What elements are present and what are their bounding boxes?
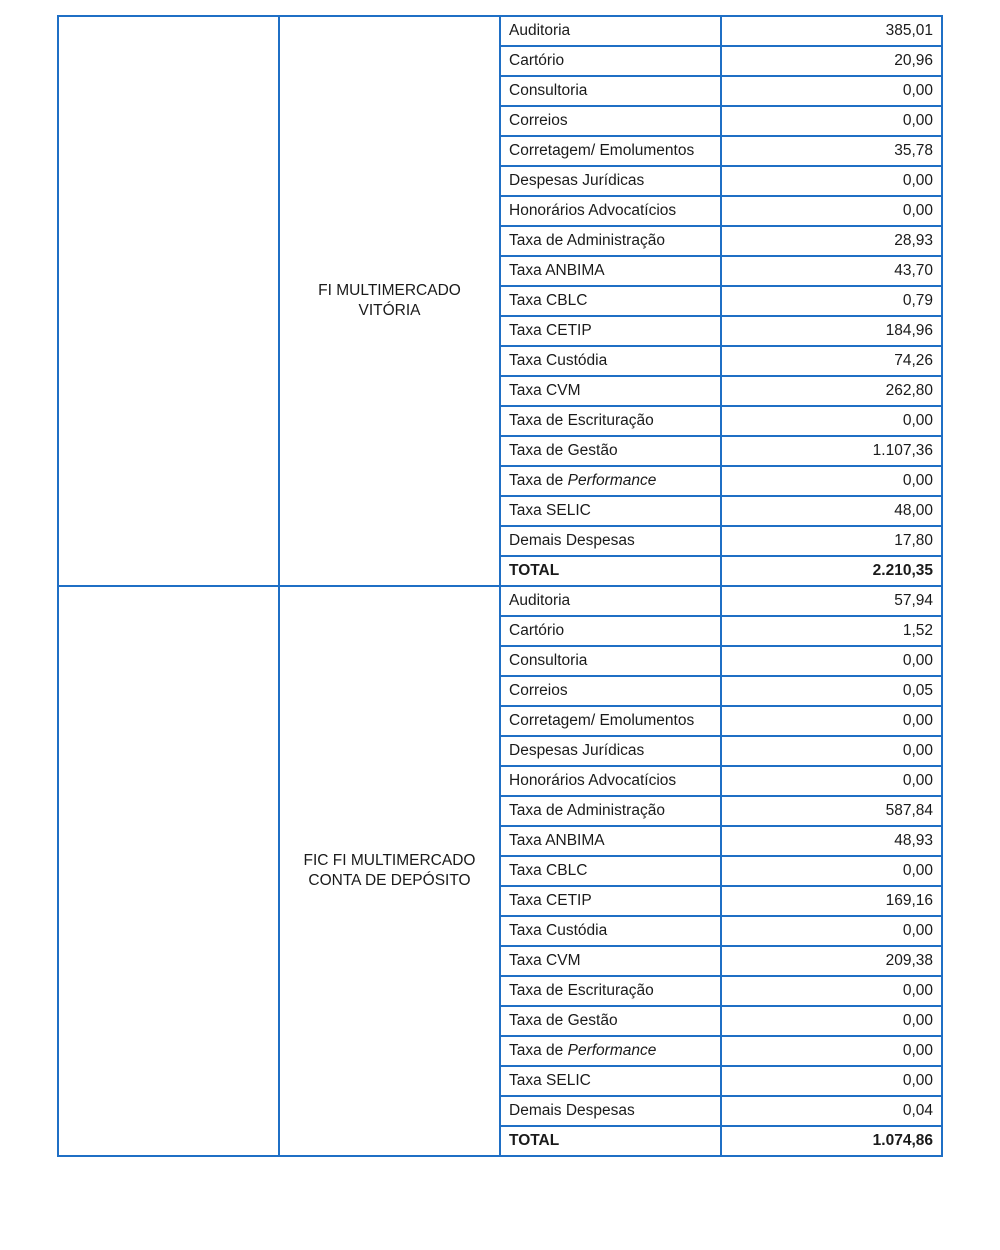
total-value-cell: 1.074,86 (721, 1126, 942, 1156)
expense-value-cell: 0,79 (721, 286, 942, 316)
expense-label-cell (500, 856, 721, 886)
expense-value-cell: 0,00 (721, 1006, 942, 1036)
expense-value-cell: 0,00 (721, 406, 942, 436)
expense-label-cell (500, 256, 721, 286)
expense-label-cell (500, 1066, 721, 1096)
expense-label: Taxa CETIP (509, 892, 592, 909)
expense-label-cell (500, 436, 721, 466)
expense-label: Corretagem/ Emolumentos (509, 142, 695, 159)
expense-label-cell (500, 406, 721, 436)
expense-label: Taxa Custódia (509, 352, 608, 369)
expense-label-cell (500, 736, 721, 766)
expense-label-cell (500, 106, 721, 136)
expense-label: Consultoria (509, 82, 588, 99)
expense-label: Cartório (509, 52, 565, 69)
expense-value-cell: 0,00 (721, 106, 942, 136)
expense-value-cell: 262,80 (721, 376, 942, 406)
expense-value-cell: 57,94 (721, 586, 942, 616)
fund-name-cell: FIC FI MULTIMERCADO CONTA DE DEPÓSITO (279, 586, 500, 1156)
expense-value-cell: 184,96 (721, 316, 942, 346)
expense-value-cell: 20,96 (721, 46, 942, 76)
expense-label-cell (500, 526, 721, 556)
expense-label-cell (500, 166, 721, 196)
expense-value-cell: 0,00 (721, 736, 942, 766)
total-value-cell: 2.210,35 (721, 556, 942, 586)
expense-label-italic: Performance (567, 472, 657, 489)
expense-label: Corretagem/ Emolumentos (509, 712, 695, 729)
expense-label: Taxa CETIP (509, 322, 592, 339)
expense-label: Demais Despesas (509, 1102, 635, 1119)
expense-label-cell (500, 586, 721, 616)
table-row (58, 586, 942, 616)
expense-label-cell (500, 496, 721, 526)
expense-value-cell: 0,00 (721, 706, 942, 736)
expense-label: Taxa de Gestão (509, 442, 618, 459)
expense-value-cell: 385,01 (721, 16, 942, 46)
expense-label-cell (500, 196, 721, 226)
expense-label-cell (500, 76, 721, 106)
expense-value-cell: 0,00 (721, 76, 942, 106)
expense-label: Despesas Jurídicas (509, 742, 645, 759)
expense-value-cell: 0,00 (721, 166, 942, 196)
expense-value-cell: 0,00 (721, 916, 942, 946)
expense-value-cell: 169,16 (721, 886, 942, 916)
expense-value-cell: 0,00 (721, 856, 942, 886)
table-row (58, 16, 942, 46)
expense-label: Auditoria (509, 592, 571, 609)
expense-label: Taxa SELIC (509, 502, 591, 519)
expense-label-cell (500, 466, 721, 496)
expense-value-cell: 1.107,36 (721, 436, 942, 466)
expense-label-cell (500, 136, 721, 166)
fund-expenses-table-body (58, 16, 942, 1156)
expense-label: Taxa ANBIMA (509, 262, 605, 279)
expense-value-cell: 43,70 (721, 256, 942, 286)
expense-label: Taxa Custódia (509, 922, 608, 939)
empty-cell (58, 16, 279, 586)
expense-label-cell (500, 1096, 721, 1126)
expense-label: Honorários Advocatícios (509, 202, 677, 219)
expense-value-cell: 0,00 (721, 1036, 942, 1066)
expense-label: Taxa CBLC (509, 862, 588, 879)
total-label-cell: TOTAL (500, 1126, 721, 1156)
expense-label: Taxa de Gestão (509, 1012, 618, 1029)
expense-label-cell (500, 946, 721, 976)
expense-value-cell: 209,38 (721, 946, 942, 976)
expense-label-cell (500, 376, 721, 406)
expense-value-cell: 17,80 (721, 526, 942, 556)
expense-label-cell (500, 646, 721, 676)
expense-label: Correios (509, 112, 568, 129)
expense-value-cell: 0,00 (721, 466, 942, 496)
expense-label: Correios (509, 682, 568, 699)
expense-value-cell: 0,05 (721, 676, 942, 706)
expense-value-cell: 0,04 (721, 1096, 942, 1126)
empty-cell (58, 586, 279, 1156)
fund-expenses-table (57, 15, 943, 1157)
expense-value-cell: 0,00 (721, 646, 942, 676)
expense-label: Taxa de Escrituração (509, 982, 654, 999)
fund-name-cell: FI MULTIMERCADO VITÓRIA (279, 16, 500, 586)
expense-label-cell (500, 1006, 721, 1036)
expense-label-cell (500, 796, 721, 826)
expense-label: Taxa CVM (509, 382, 581, 399)
expense-label-cell (500, 316, 721, 346)
expense-value-cell: 28,93 (721, 226, 942, 256)
expense-value-cell: 0,00 (721, 766, 942, 796)
expense-value-cell: 48,93 (721, 826, 942, 856)
expense-label: Honorários Advocatícios (509, 772, 677, 789)
expense-value-cell: 35,78 (721, 136, 942, 166)
expense-label-cell (500, 346, 721, 376)
expense-value-cell: 1,52 (721, 616, 942, 646)
expense-label-italic: Performance (567, 1042, 657, 1059)
expense-label: Taxa de Escrituração (509, 412, 654, 429)
expense-value-cell: 587,84 (721, 796, 942, 826)
expense-label-cell (500, 766, 721, 796)
expense-label-cell (500, 226, 721, 256)
expense-label-cell (500, 16, 721, 46)
expense-label: Taxa ANBIMA (509, 832, 605, 849)
expense-label-cell (500, 976, 721, 1006)
expense-label: Taxa de Administração (509, 802, 665, 819)
expense-value-cell: 0,00 (721, 196, 942, 226)
total-label-cell: TOTAL (500, 556, 721, 586)
expense-label: Taxa de (509, 472, 568, 489)
expense-label: Auditoria (509, 22, 571, 39)
expense-label: Demais Despesas (509, 532, 635, 549)
expense-value-cell: 0,00 (721, 1066, 942, 1096)
expense-label: Taxa CVM (509, 952, 581, 969)
expense-label-cell (500, 886, 721, 916)
expense-label: Taxa de (509, 1042, 568, 1059)
expense-label-cell (500, 826, 721, 856)
expense-value-cell: 74,26 (721, 346, 942, 376)
expense-label-cell (500, 706, 721, 736)
expense-label-cell (500, 46, 721, 76)
expense-label: Taxa CBLC (509, 292, 588, 309)
expense-label: Taxa de Administração (509, 232, 665, 249)
expense-label-cell (500, 916, 721, 946)
expense-label-cell (500, 286, 721, 316)
expense-label: Cartório (509, 622, 565, 639)
expense-label-cell (500, 676, 721, 706)
expense-label-cell (500, 1036, 721, 1066)
expense-value-cell: 0,00 (721, 976, 942, 1006)
expense-value-cell: 48,00 (721, 496, 942, 526)
expense-label: Despesas Jurídicas (509, 172, 645, 189)
expense-label-cell (500, 616, 721, 646)
expense-label: Consultoria (509, 652, 588, 669)
expense-label: Taxa SELIC (509, 1072, 591, 1089)
